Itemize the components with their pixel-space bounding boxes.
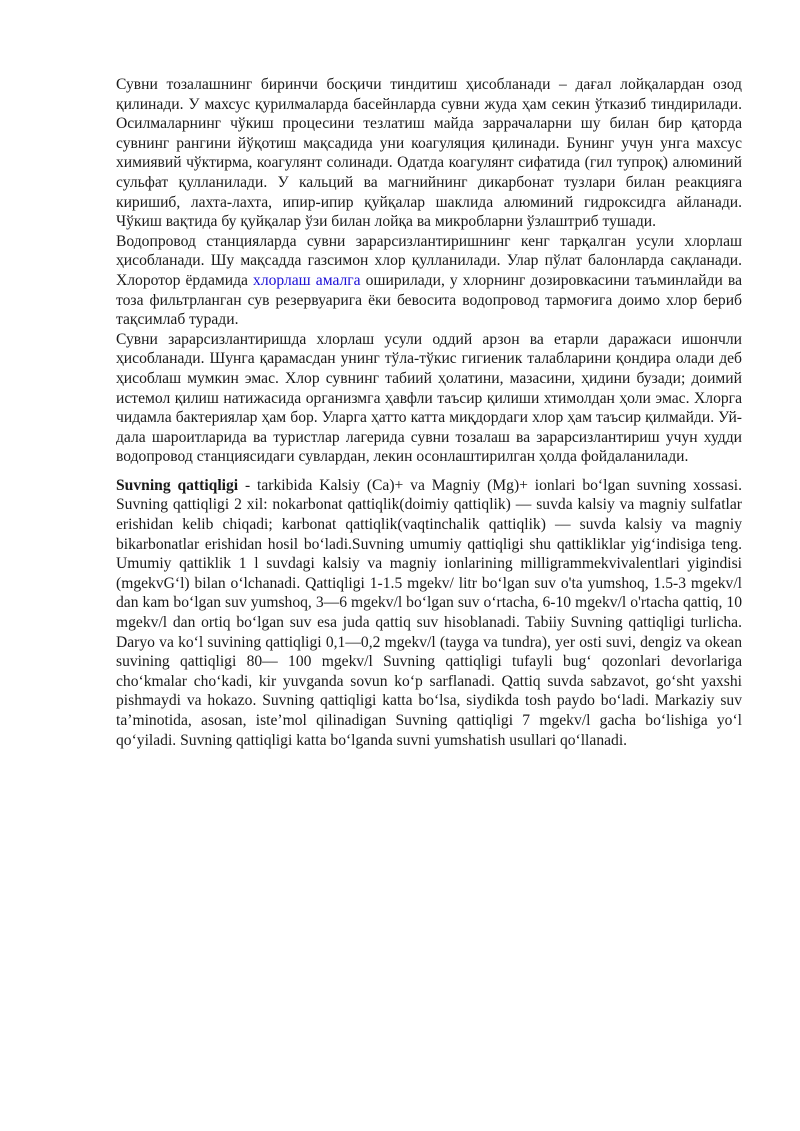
chlorination-text-end: оширилади, у хлорнинг дозировкасини таъминлайди ва тоза фильтрланган сув резервуарига ёки бевосита водопровод тармоғига доимо хлор бериб тақсимлаб туради. xyxy=(116,271,742,329)
chlorination-text-start: Водопровод станцияларда сувни зарарсизлантиришнинг кенг тарқалган усули хлорлаш ҳисобланади. Шу мақсадда газсимон хлор қулланилади. Улар пўлат балонларда сақланади. Хлоротор ёрдамида xyxy=(116,232,742,289)
paragraph-gap xyxy=(116,467,742,476)
water-hardness-definition: - tarkibida Kalsiy (Ca)+ va Magniy (Mg)+ ionlari boʻlgan suvning xossasi. Suvning qattiqligi 2 xil: nokarbonat qattiqlik(doimiy qattiqlik) — suvda kalsiy va magniy sulfatlar erishidan kelib chiqadi; karbonat qattiqlik(vaqtinchalik qattiqlik) — suvda kalsiy va magniy bikarbonatlar erishidan hosil boʻladi.Suvning umumiy qattiqligi shu qattikliklar yigʻindisiga teng. Umumiy qattiklik 1 l suvdagi kalsiy va magniy ionlarining milligrammekvivalentlari yigindisi (mgekvGʻl) bilan oʻlchanadi. Qattiqligi 1-1.5 mgekv/ litr boʻlgan suv o'ta yumshoq, 1.5-3 mgekv/l dan kam boʻlgan suv yumshoq, 3—6 mgekv/l boʻlgan suv oʻrtacha, 6-10 mgekv/l o'rtacha qattiq, 10 mgekv/l dan ortiq boʻlgan suv esa juda qattiq suv hisoblanadi. Tabiiy Suvning qattiqligi turlicha. Daryo va koʻl suvining qattiqligi 0,1—0,2 mgekv/l (tayga va tundra), yer osti suvi, dengiz va okean suvining qattiqligi 80— 100 mgekv/l Suvning qattiqligi tufayli bugʻ qozonlari devorlariga choʻkmalar choʻkadi, kir yuvganda sovun koʻp sarflanadi. Qattiq suvda sabzavot, goʻsht yaxshi pishmaydi va hokazo. Suvning qattiqligi katta boʻlsa, siydikda tosh paydo boʻladi. Markaziy suv taʼminotida, asosan, isteʼmol qilinadigan Suvning qattiqligi 7 mgekv/l gacha boʻlishiga yoʻl qoʻyiladi. Suvning qattiqligi katta boʻlganda suvni yumshatish usullari qoʻllanadi. xyxy=(116,476,742,749)
water-hardness-term: Suvning qattiqligi xyxy=(116,476,239,494)
paragraph-chlorination-drawbacks: Сувни зарарсизлантиришда хлорлаш усули оддий арзон ва етарли даражаси ишончли ҳисобланади. Шунга қарамасдан унинг тўла-тўкис гигиеник талабларини қондира олади деб ҳисоблаш мумкин эмас. Хлор сувнинг табиий ҳолатини, мазасини, ҳидини бузади; доимий истемол қилиш натижасида организмга ҳавфли таъсир қилиши хтимолдан ҳоли эмас. Хлорга чидамла бактериялар ҳам бор. Уларга ҳатто катта миқдордаги хлор ҳам таъсир қилмайди. Уй-дала шароитларида ва туристлар лагерида сувни тозалаш ва зарарсизлантириш учун худди водопровод станциясидаги сувлардан, лекин осонлаштирилган ҳолда фойдаланилади. xyxy=(116,330,742,466)
document-body xyxy=(116,75,742,750)
chlorination-link[interactable]: хлорлаш амалга xyxy=(253,271,361,289)
paragraph-chlorination xyxy=(116,232,742,330)
paragraph-water-hardness xyxy=(116,476,742,750)
paragraph-water-settling: Сувни тозалашнинг биринчи босқичи тиндитиш ҳисобланади – дағал лойқалардан озод қилинади. У махсус қурилмаларда басейнларда сувни жуда ҳам секин ўтказиб тиндирилади. Осилмаларнинг чўкиш процесини тезлатиш майда заррачаларни шу билан бир қаторда сувнинг рангини йўқотиш мақсадида уни коагуляция қилинади. Бунинг учун унга махсус химиявий чўктирма, коагулянт солинади. Одатда коагулянт сифатида (гил тупроқ) алюминий сульфат қулланилади. У кальций ва магнийнинг дикарбонат тузлари билан реакцияга киришиб, лахта-лахта, ипир-ипир қуйқалар шаклида алюминий гидроксидга айланади. Чўкиш вақтида бу қуйқалар ўзи билан лойқа ва микробларни ўзлаштриб тушади. xyxy=(116,76,742,231)
